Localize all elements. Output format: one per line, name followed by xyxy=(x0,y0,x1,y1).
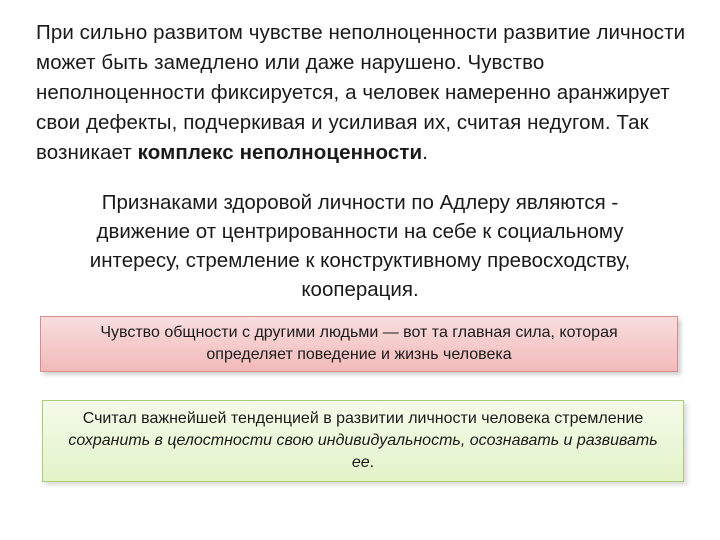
healthy-personality-paragraph: Признаками здоровой личности по Адлеру являются - движение от центрированности на себе к социальному интересу, стремление к конструктивному превосходству, кооперация. xyxy=(89,191,631,301)
intro-text: При сильно развитом чувстве неполноценности развитие личности может быть замедлено или даже нарушено. Чувство неполноценности фиксируется, а человек намеренно аранжирует свои дефекты, подчеркивая и усиливая их, считая недугом. Так возникает xyxy=(36,21,686,164)
social-feeling-quote-box xyxy=(40,316,678,372)
main-tendency-emphasis: сохранить в целостности свою индивидуальность, осознавать и развивать ее xyxy=(68,432,658,471)
main-tendency-text-end: . xyxy=(369,454,375,471)
main-tendency-text-start: Считал важнейшей тенденцией в развитии личности человека стремление xyxy=(82,410,644,427)
inferiority-complex-term: комплекс неполноценности xyxy=(137,141,423,164)
intro-paragraph xyxy=(36,18,686,168)
main-tendency-box xyxy=(42,400,684,482)
social-feeling-quote-text: Чувство общности с другими людьми — вот та главная сила, которая определяет поведение и жизнь человека xyxy=(100,324,618,363)
intro-text-end: . xyxy=(422,141,429,164)
main-tendency-text xyxy=(57,408,669,474)
